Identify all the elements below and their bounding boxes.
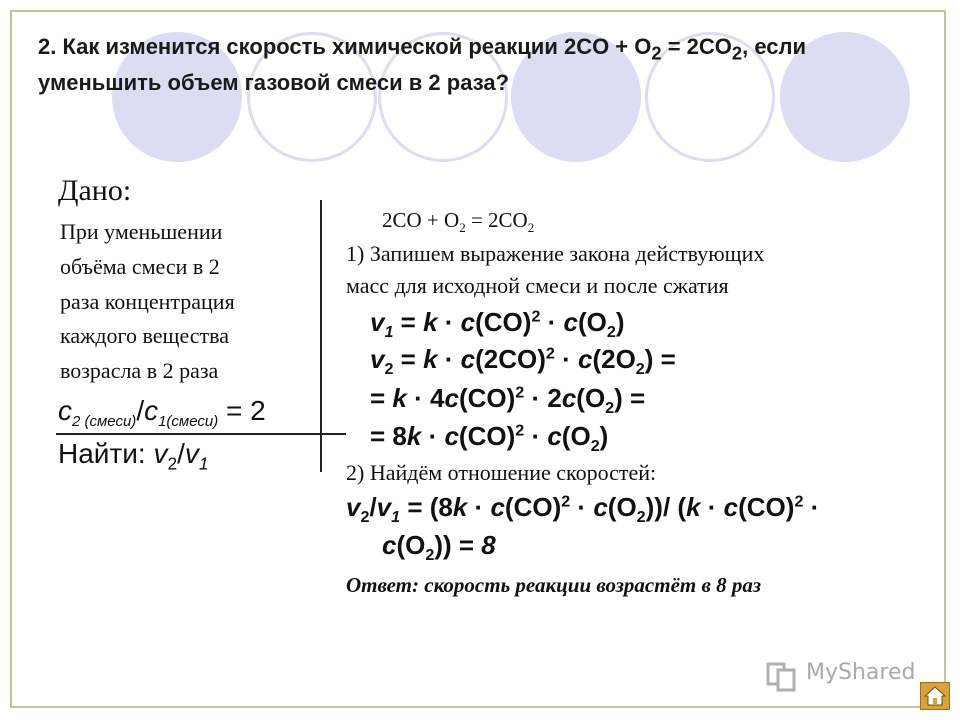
- find-label: Найти: $v_2/v_1$: [58, 438, 209, 474]
- formula-v2-simplified: = $8k \cdot c(CO)^2 \cdot c(O_2)$: [370, 421, 609, 456]
- home-button[interactable]: [920, 682, 950, 710]
- reaction-equation: $2CO + O_2 = 2CO_2$: [382, 208, 535, 236]
- given-line-1: При уменьшении: [60, 219, 223, 244]
- given-divider-vertical: [320, 200, 322, 472]
- step1-line-2: масс для исходной смеси и после сжатия: [346, 273, 729, 298]
- home-icon: [921, 683, 949, 709]
- step2-line: 2) Найдём отношение скоростей:: [346, 460, 657, 485]
- title-line-2: уменьшить объем газовой смеси в 2 раза?: [38, 70, 510, 96]
- formula-ratio-result: $c(O_2)) = 8$: [382, 530, 496, 565]
- answer-text: Ответ: скорость реакции возрастёт в 8 раз: [346, 573, 762, 597]
- title-line-1: 2. Как изменится скорость химической реакции $2CO + O_2 = 2CO_2$, если: [38, 34, 807, 64]
- concentration-ratio: $c_{2 (смеси)}/c_{1(смеси)} = 2$: [58, 395, 266, 430]
- given-heading: Дано:: [58, 174, 132, 207]
- given-divider-horizontal: [56, 433, 346, 435]
- page-title: [38, 32, 918, 98]
- given-line-4: каждого вещества: [60, 323, 230, 348]
- given-line-5: возрасла в 2 раза: [60, 358, 219, 383]
- myshared-logo-text: MyShared: [806, 660, 916, 685]
- step1-line-1: 1) Запишем выражение закона действующих: [346, 241, 765, 266]
- formula-v2: $v_2 = k \cdot c(2CO)^2 \cdot c(2O_2)$ =: [370, 344, 676, 379]
- given-line-3: раза концентрация: [60, 289, 235, 314]
- formula-v1: $v_1 = k \cdot c(CO)^2 \cdot c(O_2)$: [370, 307, 625, 342]
- formula-ratio: $v_2/v_1 = (8k \cdot c(CO)^2 \cdot c(O_2))/$ (k · c(CO)$^2$ ·: [346, 492, 820, 527]
- given-line-2: объёма смеси в 2: [60, 254, 220, 279]
- formula-v2-expanded: = $k \cdot 4c(CO)^2 \cdot 2c(O_2)$ =: [370, 383, 646, 418]
